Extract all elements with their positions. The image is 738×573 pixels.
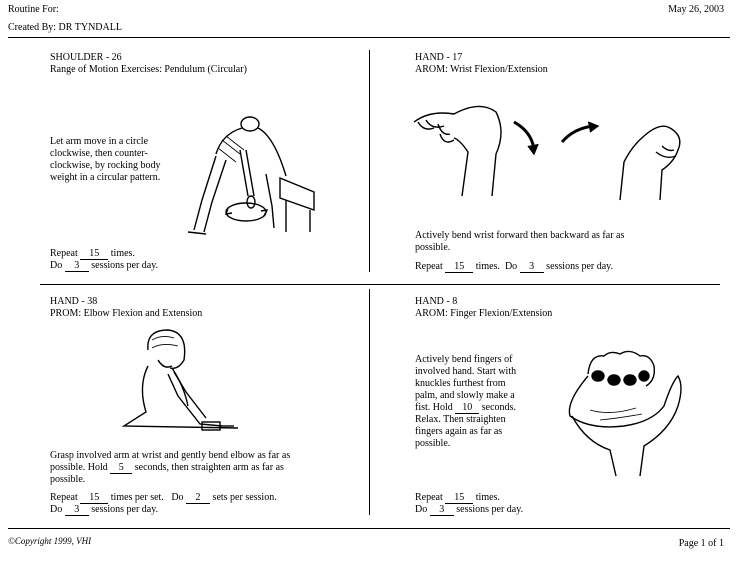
page-number: Page 1 of 1 <box>678 538 724 549</box>
date-label: May 26, 2003 <box>668 4 724 15</box>
repeat-value: 15 <box>80 249 108 260</box>
exercise-dosage: Repeat 15 times per set. Do 2 sets per session. Do 3 sessions per day. <box>50 492 277 515</box>
repeat-value: 15 <box>445 493 473 504</box>
exercise-description: Actively bend wrist forward then backward as far as possible. <box>415 230 625 253</box>
exercise-card-hand-17 <box>415 52 548 76</box>
exercise-code: HAND - 8 <box>415 296 458 307</box>
exercise-code: HAND - 38 <box>50 296 98 307</box>
exercise-description: Let arm move in a circle clockwise, then counter- clockwise, by rocking body weight in a circular pattern. <box>50 136 161 183</box>
repeat-value: 15 <box>80 493 108 504</box>
hold-value: 10 <box>455 403 479 414</box>
wrist-flexion-illustration <box>410 92 690 204</box>
sessions-value: 3 <box>65 261 89 272</box>
repeat-value: 15 <box>445 262 473 273</box>
shoulder-pendulum-illustration <box>182 110 322 242</box>
header-divider <box>8 37 730 38</box>
created-by-label: Created By: DR TYNDALL <box>8 22 122 33</box>
exercise-name: AROM: Finger Flexion/Extension <box>415 308 553 319</box>
exercise-code: HAND - 17 <box>415 52 463 63</box>
exercise-name: PROM: Elbow Flexion and Extension <box>50 308 203 319</box>
sets-value: 2 <box>186 493 210 504</box>
elbow-flexion-illustration <box>118 326 242 440</box>
routine-for-label: Routine For: <box>8 4 59 15</box>
row-divider <box>40 284 720 285</box>
sessions-value: 3 <box>430 505 454 516</box>
hold-value: 5 <box>110 463 132 474</box>
exercise-card-hand-8 <box>415 296 552 320</box>
exercise-code: SHOULDER - 26 <box>50 52 122 63</box>
exercise-description: Grasp involved arm at wrist and gently bend elbow as far as possible. Hold 5 seconds, then straighten arm as far as possible. <box>50 450 291 485</box>
sessions-value: 3 <box>65 505 89 516</box>
exercise-name: AROM: Wrist Flexion/Extension <box>415 64 548 75</box>
copyright-label: ©Copyright 1999, VHI <box>8 536 92 546</box>
column-divider-bottom <box>369 289 370 515</box>
exercise-name: Range of Motion Exercises: Pendulum (Circular) <box>50 64 247 75</box>
exercise-dosage: Repeat 15 times. Do 3 sessions per day. <box>415 492 524 515</box>
exercise-card-hand-38 <box>50 296 202 320</box>
exercise-dosage: Repeat 15 times. Do 3 sessions per day. <box>50 248 159 271</box>
footer-divider <box>8 528 730 529</box>
finger-flexion-illustration <box>560 346 684 480</box>
exercise-description: Actively bend fingers of involved hand. Start with knuckles furthest from palm, and slowly make a fist. Hold 10 seconds. Relax. Then straighten fingers again as far as possible. <box>415 354 517 449</box>
column-divider-top <box>369 50 370 272</box>
exercise-card-shoulder-26 <box>50 52 247 76</box>
sessions-value: 3 <box>520 262 544 273</box>
exercise-dosage: Repeat 15 times. Do 3 sessions per day. <box>415 261 614 272</box>
